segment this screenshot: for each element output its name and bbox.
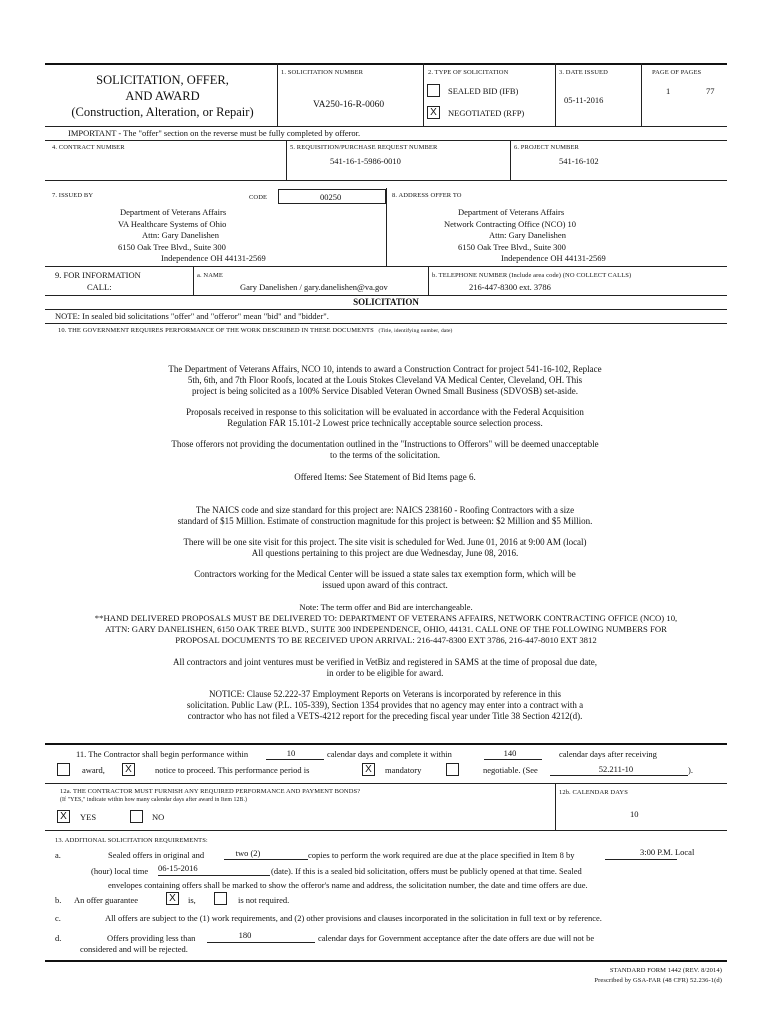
body-line: in order to be eligible for award. <box>326 668 444 678</box>
underline <box>550 775 688 776</box>
issued-by-line: Attn: Gary Danelishen <box>142 230 219 240</box>
item-13c-letter: c. <box>55 913 61 923</box>
acceptance-days-value: 180 <box>238 930 252 940</box>
rule <box>45 295 727 296</box>
contract-number-label: 4. CONTRACT NUMBER <box>52 144 125 151</box>
rule <box>45 309 727 310</box>
negotiated-label: NEGOTIATED (RFP) <box>448 108 525 118</box>
body-line: issued upon award of this contract. <box>322 580 448 590</box>
address-line: 6150 Oak Tree Blvd., Suite 300 <box>458 241 566 252</box>
body-line: solicitation. Public Law (P.L. 105-339), Section 1354 provides that no agency may enter into a contract with a <box>186 700 584 710</box>
body-line: Regulation FAR 15.101-2 Lowest price technically acceptable source selection process. <box>227 418 543 428</box>
item-13d-text: calendar days for Government acceptance after the date offers are due will not be <box>318 933 595 943</box>
item-13a-text: (date). If this is a sealed bid solicitation, offers must be publicly opened at that time. Sealed <box>271 866 582 876</box>
issued-by-line: 6150 Oak Tree Blvd., Suite 300 <box>118 241 226 252</box>
body-line: All questions pertaining to this project are due Wednesday, June 08, 2016. <box>251 548 519 558</box>
negotiable-checkbox[interactable] <box>446 763 459 776</box>
prescribed-by: Prescribed by GSA-FAR (48 CFR) 52.236-1(d) <box>594 977 722 984</box>
item-12a-label: 12a. THE CONTRACTOR MUST FURNISH ANY REQUIRED PERFORMANCE AND PAYMENT BONDS? <box>60 788 361 795</box>
issued-by-line: VA Healthcare Systems of Ohio <box>118 218 227 229</box>
item-11-text: 11. The Contractor shall begin performance within <box>76 749 249 759</box>
item-10-title: 10. THE GOVERNMENT REQUIRES PERFORMANCE OF THE WORK DESCRIBED IN THESE DOCUMENTS <box>58 327 374 334</box>
top-rule <box>45 63 727 65</box>
item-13d-text: Offers providing less than <box>107 933 196 943</box>
due-time-value: 3:00 P.M. Local <box>640 847 695 857</box>
information-call-label <box>55 269 141 293</box>
body-paragraph <box>45 602 727 646</box>
form-title-line1: SOLICITATION, OFFER, <box>96 73 229 87</box>
body-paragraph <box>60 505 710 527</box>
body-paragraph <box>60 439 710 461</box>
item-13b-text: An offer guarantee <box>74 895 139 905</box>
body-line: standard of $15 Million. Estimate of construction magnitude for this project is between: $2 Million and $5 Million. <box>177 516 593 526</box>
page-number: 1 <box>666 86 671 96</box>
body-line: Proposals received in response to this solicitation will be evaluated in accordance with the Federal Acquisition <box>186 407 584 417</box>
mandatory-checkbox[interactable]: X <box>362 763 375 776</box>
body-line: There will be one site visit for this project. The site visit is scheduled for Wed. June 01, 2016 at 9:00 AM (local) <box>183 537 587 547</box>
underline <box>224 859 308 860</box>
body-line: 5th, 6th, and 7th Floor Roofs, located at the Louis Stokes Cleveland VA Medical Center, Cleveland, OH. This <box>187 375 583 385</box>
divider <box>428 266 429 295</box>
notice-to-proceed-label: notice to proceed. This performance period is <box>155 765 310 775</box>
solicitation-type-label: 2. TYPE OF SOLICITATION <box>428 69 509 76</box>
body-line: project is being solicited as a 100% Service Disabled Veteran Owned Small Business (SDVOSB) set-aside. <box>191 386 578 396</box>
sealed-bid-note: NOTE: In sealed bid solicitations "offer" and "offeror" mean "bid" and "bidder". <box>55 311 329 321</box>
divider <box>555 783 556 830</box>
rule <box>45 126 727 127</box>
item-13-label: 13. ADDITIONAL SOLICITATION REQUIREMENTS: <box>55 837 208 844</box>
solicitation-heading: SOLICITATION <box>353 297 419 307</box>
award-label: award, <box>82 765 105 775</box>
divider <box>386 188 387 266</box>
body-paragraph <box>60 407 710 429</box>
calendar-days-value: 10 <box>630 809 639 819</box>
information-call-line2: CALL: <box>87 282 112 292</box>
item-13a-letter: a. <box>55 850 61 860</box>
divider <box>510 140 511 180</box>
body-paragraph <box>60 569 710 591</box>
form-id: STANDARD FORM 1442 (REV. 8/2014) <box>609 967 722 974</box>
body-paragraph <box>60 537 710 559</box>
item-13d-letter: d. <box>55 933 62 943</box>
section-rule <box>45 743 727 745</box>
item-13d-text: considered and will be rejected. <box>80 944 188 954</box>
date-issued-label: 3. DATE ISSUED <box>559 69 608 76</box>
code-value: 00250 <box>320 192 342 202</box>
body-line: Those offerors not providing the documentation outlined in the "Instructions to Offerors" will be deemed unacceptable <box>171 439 599 449</box>
rule <box>45 323 727 324</box>
address-line: Network Contracting Office (NCO) 10 <box>444 218 577 229</box>
issued-by-line: Department of Veterans Affairs <box>120 207 227 217</box>
issued-by-line: Independence OH 44131-2569 <box>161 253 266 263</box>
page-of-pages-label: PAGE OF PAGES <box>652 69 702 76</box>
item-13a-text: copies to perform the work required are due at the place specified in Item 8 by <box>308 850 575 860</box>
body-line: The NAICS code and size standard for this project are: NAICS 238160 - Roofing Contractors with a size <box>195 505 575 515</box>
item-10-label <box>58 327 452 334</box>
bonds-no-label: NO <box>152 812 165 822</box>
body-paragraph <box>60 472 710 483</box>
guarantee-is-label: is, <box>188 895 196 905</box>
guarantee-not-required-checkbox[interactable] <box>214 892 227 905</box>
divider <box>423 63 424 126</box>
item-13a-text: envelopes containing offers shall be marked to show the offeror's name and address, the solicitation number, the date and time offers are due. <box>108 880 588 890</box>
divider <box>193 266 194 295</box>
item-11-close: ). <box>688 765 693 775</box>
address-offer-to-label: 8. ADDRESS OFFER TO <box>392 192 462 199</box>
body-line: The Department of Veterans Affairs, NCO 10, intends to award a Construction Contract for project 541-16-102, Replace <box>168 364 602 374</box>
underline <box>266 759 324 760</box>
divider <box>555 63 556 126</box>
guarantee-is-checkbox[interactable]: X <box>166 892 179 905</box>
rule <box>45 830 727 831</box>
mandatory-label: mandatory <box>385 765 422 775</box>
negotiable-label: negotiable. (See <box>483 765 538 775</box>
sealed-bid-label: SEALED BID (IFB) <box>448 86 519 96</box>
rule <box>45 140 727 141</box>
award-checkbox[interactable] <box>57 763 70 776</box>
project-number-value: 541-16-102 <box>559 156 599 166</box>
rule <box>45 783 727 784</box>
body-paragraph <box>60 689 710 722</box>
information-call-line1: 9. FOR INFORMATION <box>55 270 141 280</box>
complete-days-value: 140 <box>503 748 517 758</box>
page-total: 77 <box>706 86 715 96</box>
body-line: NOTICE: Clause 52.222-37 Employment Reports on Veterans is incorporated by reference in this <box>208 689 561 699</box>
body-line: All contractors and joint ventures must be verified in VetBiz and registered in SAMS at the time of proposal due date, <box>173 657 597 667</box>
telephone-label: b. TELEPHONE NUMBER (Include area code) (NO COLLECT CALLS) <box>432 272 632 279</box>
bottom-rule <box>45 960 727 962</box>
divider <box>286 140 287 180</box>
negotiated-checkbox[interactable]: X <box>427 106 440 119</box>
item-12b-label: 12b. CALENDAR DAYS <box>559 789 628 796</box>
item-10-subtitle: (Title, identifying number, date) <box>378 328 453 334</box>
item-13a-text: Sealed offers in original and <box>108 850 205 860</box>
body-line: PROPOSAL DOCUMENTS TO BE RECEIVED UPON ARRIVAL: 216-447-8300 EXT 3786, 216-447-8010 EXT 3812 <box>175 635 597 645</box>
see-clause-value: 52.211-10 <box>598 764 634 774</box>
copies-value: two (2) <box>235 848 261 858</box>
requisition-number-label: 5. REQUISITION/PURCHASE REQUEST NUMBER <box>290 144 438 151</box>
address-line: Independence OH 44131-2569 <box>501 253 606 263</box>
address-line: Attn: Gary Danelishen <box>489 230 566 240</box>
code-label: CODE <box>249 194 268 201</box>
rule <box>45 180 727 181</box>
bonds-no-checkbox[interactable] <box>130 810 143 823</box>
due-date-value: 06-15-2016 <box>158 863 198 873</box>
bonds-yes-checkbox[interactable]: X <box>57 810 70 823</box>
underline <box>484 759 542 760</box>
underline <box>605 859 677 860</box>
form-title-line3: (Construction, Alteration, or Repair) <box>71 105 254 119</box>
underline <box>158 875 270 876</box>
contact-name-value: Gary Danelishen / gary.danelishen@va.gov <box>240 282 388 292</box>
body-line: ATTN: GARY DANELISHEN, 6150 OAK TREE BLVD., SUITE 300 INDEPENDENCE, OHIO, 44131. CALL ONE OF THE FOLLOWING NUMBERS FOR <box>105 624 667 634</box>
item-13a-text: (hour) local time <box>91 866 149 876</box>
rule <box>45 266 727 267</box>
issued-by-address <box>100 207 266 265</box>
body-paragraph <box>60 657 710 679</box>
contact-name-label: a. NAME <box>197 272 223 279</box>
address-offer-to <box>440 207 606 265</box>
address-line: Department of Veterans Affairs <box>458 207 565 217</box>
item-11-text: calendar days and complete it within <box>327 749 452 759</box>
underline <box>207 942 315 943</box>
start-days-value: 10 <box>286 748 296 758</box>
notice-to-proceed-checkbox[interactable]: X <box>122 763 135 776</box>
item-13c-text: All offers are subject to the (1) work requirements, and (2) other provisions and clauses incorporated in the solicitation in full text or by reference. <box>105 913 602 923</box>
body-line: to the terms of the solicitation. <box>330 450 440 460</box>
issued-by-label: 7. ISSUED BY <box>52 192 94 199</box>
item-13b-letter: b. <box>55 895 62 905</box>
form-title <box>50 72 275 120</box>
item-12a-subtitle: (If "YES," indicate within how many calendar days after award in Item 12B.) <box>60 797 248 803</box>
body-paragraph <box>60 364 710 397</box>
important-note: IMPORTANT - The "offer" section on the reverse must be fully completed by offeror. <box>68 128 361 138</box>
body-line: Note: The term offer and Bid are interchangeable. <box>299 602 473 612</box>
solicitation-number-value: VA250-16-R-0060 <box>313 100 385 110</box>
divider <box>277 63 278 126</box>
body-line: Contractors working for the Medical Center will be issued a state sales tax exemption form, which will be <box>194 569 576 579</box>
project-number-label: 6. PROJECT NUMBER <box>514 144 579 151</box>
date-issued-value: 05-11-2016 <box>564 95 604 105</box>
solicitation-number-label: 1. SOLICITATION NUMBER <box>281 69 364 76</box>
body-line: **HAND DELIVERED PROPOSALS MUST BE DELIVERED TO: DEPARTMENT OF VETERANS AFFAIRS, NETWORK CONTRACTING OFFICE (NCO) 10, <box>94 613 678 623</box>
telephone-value: 216-447-8300 ext. 3786 <box>469 282 551 292</box>
body-line: Offered Items: See Statement of Bid Items page 6. <box>294 472 476 482</box>
divider <box>641 63 642 126</box>
guarantee-not-required-label: is not required. <box>238 895 290 905</box>
sealed-bid-checkbox[interactable] <box>427 84 440 97</box>
body-line: contractor who has not filed a VETS-4212 report for the preceding fiscal year under Title 38 Section 4212(d). <box>187 711 583 721</box>
item-11-text: calendar days after receiving <box>559 749 657 759</box>
requisition-number-value: 541-16-1-5986-0010 <box>330 156 401 166</box>
bonds-yes-label: YES <box>80 812 97 822</box>
form-title-line2: AND AWARD <box>125 89 200 103</box>
